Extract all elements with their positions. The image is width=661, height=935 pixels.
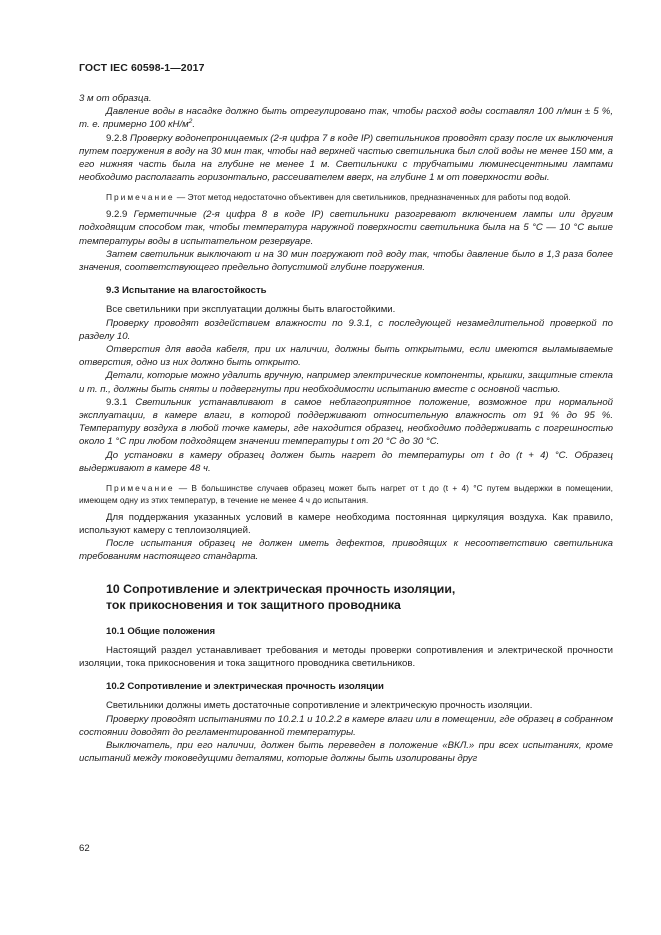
page-number: 62: [79, 843, 90, 854]
section-heading-10-1: 10.1 Общие положения: [106, 625, 216, 637]
paragraph: Отверстия для ввода кабеля, при их наличии, должны быть открытыми, если имеются выламываемые отверстия, одно из них должно быть открыто.: [79, 344, 613, 369]
note-text: — В большинстве случаев образец может быть нагрет от t до (t + 4) °C путем выдержки в помещении, имеющем одну из этих температур, в течение не менее 4 ч до испытания.: [79, 483, 613, 505]
clause-number: 9.3.1: [106, 396, 136, 408]
paragraph-9-2-9: [79, 208, 613, 248]
paragraph: После испытания образец не должен иметь дефектов, приводящих к несоответствию светильника требованиям настоящего стандарта.: [79, 538, 613, 563]
text: Светильник устанавливают в самое неблагоприятное положение, возможное при нормальной эксплуатации, в камере влаги, в которой поддерживают относительную влажность от 91 % до 95 %. Температуру воздуха в любой точке камеры, где находится образец, необходимо поддерживать с погрешностью около 1 °C при любом подходящем значении температуры t от 20 °C до 30 °C.: [79, 396, 613, 448]
paragraph: Затем светильник выключают и на 30 мин погружают под воду так, чтобы давление было в 1,3 раза более значения, соответствующего предельно допустимой глубине погружения.: [79, 248, 613, 274]
paragraph: Для поддержания указанных условий в камере необходима постоянная циркуляция воздуха. Как правило, используют камеру с теплоизоляцией.: [79, 511, 613, 536]
paragraph: До установки в камеру образец должен быть нагрет до температуры от t до (t + 4) °C. Образец выдерживают в камере 48 ч.: [79, 449, 613, 474]
paragraph: Детали, которые можно удалить вручную, например электрические компоненты, крышки, защитные стекла и т. п., должны быть сняты и подвергнуты при необходимости испытанию вместе с основной частью.: [79, 370, 613, 395]
page-body: [79, 92, 613, 766]
superscript: 2: [188, 118, 193, 126]
text: .: [192, 119, 196, 131]
standard-header: ГОСТ IEC 60598-1—2017: [79, 62, 205, 74]
note: [79, 483, 613, 507]
section-heading-10: [106, 582, 613, 613]
note-label: Примечание: [106, 483, 175, 494]
section-heading-10-2: 10.2 Сопротивление и электрическая прочность изоляции: [106, 681, 384, 693]
text: Герметичные (2-я цифра 8 в коде IP) светильники разогревают включением лампы или другим подходящим способом так, чтобы температура наружной поверхности светильника была на 5 °C — 10 °C выше температуры воды в испытательном резервуаре.: [79, 209, 613, 247]
clause-number: 9.2.9: [106, 209, 134, 221]
paragraph-9-3-1: [79, 396, 613, 449]
paragraph: Светильники должны иметь достаточные сопротивление и электрическую прочность изоляции.: [106, 700, 533, 712]
note: [79, 192, 613, 204]
paragraph: Все светильники при эксплуатации должны быть влагостойкими.: [106, 304, 396, 316]
heading-line: ток прикосновения и ток защитного проводника: [106, 598, 401, 613]
paragraph: Проверку проводят испытаниями по 10.2.1 и 10.2.2 в камере влаги или в помещении, где образец в собранном состоянии доводят до регламентированной температуры.: [79, 713, 613, 738]
note-label: Примечание: [106, 192, 175, 203]
paragraph: Проверку проводят воздействием влажности по 9.3.1, с последующей незамедлительной проверкой по разделу 10.: [79, 317, 613, 342]
paragraph: 3 м от образца.: [79, 93, 152, 104]
section-heading-9-3: 9.3 Испытание на влагостойкость: [106, 285, 267, 297]
note-text: — Этот метод недостаточно объективен для светильников, предназначенных для работы под водой.: [174, 192, 571, 203]
paragraph: [79, 105, 613, 131]
paragraph: Выключатель, при его наличии, должен быть переведен в положение «ВКЛ.» при всех испытаниях, кроме испытаний между токоведущими деталями, которые должны быть изолированы друг: [79, 740, 613, 765]
heading-line: 10 Сопротивление и электрическая прочность изоляции,: [106, 582, 456, 597]
clause-number: 9.2.8: [106, 132, 131, 144]
text: Давление воды в насадке должно быть отрегулировано так, чтобы расход воды составлял 100 л/мин ± 5 %, т. е. примерно 100 кН/м: [79, 106, 613, 131]
paragraph-9-2-8: [79, 132, 613, 185]
paragraph: Настоящий раздел устанавливает требования и методы проверки сопротивления и электрической прочности изоляции, тока прикосновения и тока защитного проводника светильников.: [79, 644, 613, 670]
text: Проверку водонепроницаемых (2-я цифра 7 в коде IP) светильников проводят сразу после их выключения путем погружения в воду на 30 мин так, чтобы над верхней частью светильника был слой воды не менее 150 мм, а его нижняя часть была на глубине не менее 1 м. Светильники с трубчатыми люминесцентными лампами необходимо располагать горизонтально, рассеивателем вверх, на глубине 1 м от поверхности воды.: [79, 132, 613, 184]
